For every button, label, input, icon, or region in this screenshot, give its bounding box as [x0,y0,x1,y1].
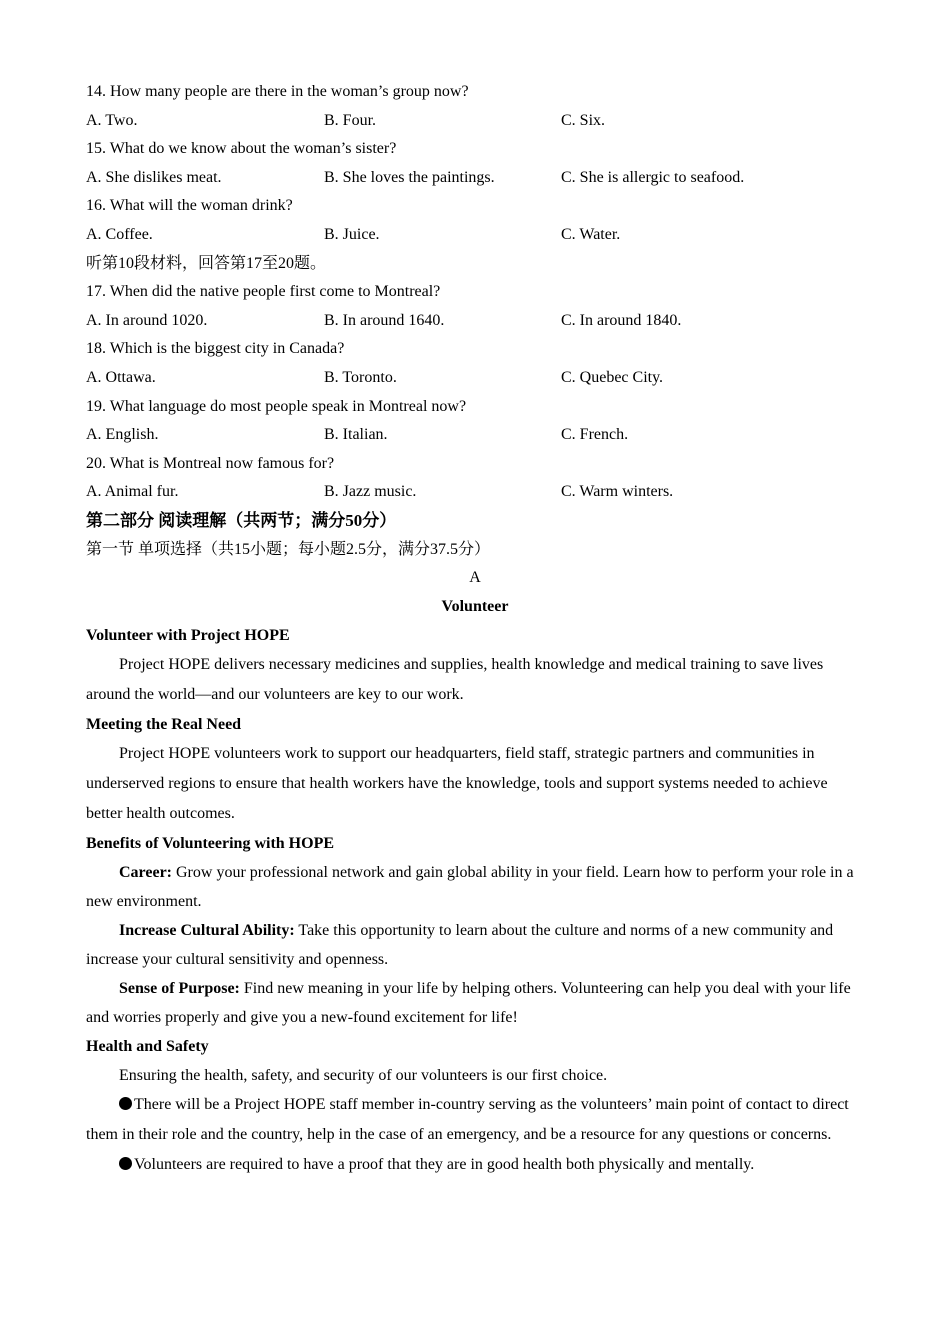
benefit-label: Increase Cultural Ability: [119,922,295,940]
option-a: A. In around 1020. [86,311,208,329]
passage-paragraph: Project HOPE delivers necessary medicines and supplies, health knowledge and medical training to save lives around the world—and our volunteers are key to our work. [86,656,824,704]
option-b: B. Jazz music. [324,483,417,501]
passage-heading: Health and Safety [86,1038,209,1056]
option-a: A. Animal fur. [86,483,179,501]
option-c: C. French. [561,426,629,444]
question-stem: 18. Which is the biggest city in Canada? [86,340,345,358]
option-c: C. Warm winters. [561,483,674,501]
question-options [86,221,864,250]
option-c: C. She is allergic to seafood. [561,168,745,186]
section-one-title: 第一节 单项选择（共15小题；每小题2.5分，满分37.5分） [86,540,491,558]
option-c: C. Water. [561,225,621,243]
question-options [86,364,864,393]
question-stem: 14. How many people are there in the woman’s group now? [86,83,469,100]
question-options [86,307,864,336]
benefit-text: Take this opportunity to learn about the culture and norms of a new community and increase your cultural sensitivity and openness. [86,922,834,969]
benefit-purpose [86,974,864,1032]
passage-letter: A [469,569,481,587]
question-stem: 15. What do we know about the woman’s sister? [86,140,397,158]
question-stem: 16. What will the woman drink? [86,197,293,215]
question-stem: 20. What is Montreal now famous for? [86,454,335,472]
benefit-career [86,858,864,916]
option-a: A. Two. [86,111,138,129]
listening-instruction: 听第10段材料，回答第17至20题。 [86,254,327,272]
option-c: C. Six. [561,111,606,129]
passage-paragraph: Project HOPE volunteers work to support our headquarters, field staff, strategic partners and communities in underserved regions to ensure that health workers have the knowledge, tools and support systems needed to achieve better health outcomes. [86,745,828,823]
passage-title: Volunteer [441,597,509,615]
bullet-item [86,1150,864,1179]
passage-heading: Volunteer with Project HOPE [86,627,290,645]
option-b: B. In around 1640. [324,311,445,329]
bullet-icon [119,1097,132,1110]
bullet-icon [119,1157,132,1170]
option-a: A. She dislikes meat. [86,168,222,186]
benefit-text: Grow your professional network and gain global ability in your field. Learn how to perform your role in a new environment. [86,864,854,911]
bullet-item [86,1090,864,1150]
benefit-label: Sense of Purpose: [119,980,240,998]
option-a: A. Coffee. [86,225,153,243]
option-c: C. In around 1840. [561,311,682,329]
question-options [86,107,864,136]
benefit-label: Career: [119,864,172,882]
bullet-text: Volunteers are required to have a proof that they are in good health both physically and mentally. [134,1156,755,1174]
option-b: B. Four. [324,111,377,129]
part-two-title: 第二部分 阅读理解（共两节；满分50分） [86,510,397,530]
question-stem: 17. When did the native people first come to Montreal? [86,283,441,301]
question-options [86,478,864,507]
question-stem: 19. What language do most people speak in Montreal now? [86,397,467,415]
option-b: B. Italian. [324,426,388,444]
option-a: A. English. [86,426,159,444]
passage-heading: Benefits of Volunteering with HOPE [86,835,335,853]
benefit-culture [86,916,864,974]
option-b: B. She loves the paintings. [324,168,495,186]
benefit-text: Find new meaning in your life by helping others. Volunteering can help you deal with your life and worries properly and give you a new-found excitement for life! [86,980,851,1027]
option-b: B. Toronto. [324,368,397,386]
option-a: A. Ottawa. [86,368,156,386]
passage-paragraph: Ensuring the health, safety, and security of our volunteers is our first choice. [119,1067,608,1085]
option-c: C. Quebec City. [561,368,664,386]
bullet-text: There will be a Project HOPE staff member in-country serving as the volunteers’ main point of contact to direct them in their role and the country, help in the case of an emergency, and be a resource for any questions or concerns. [86,1096,849,1144]
passage-heading: Meeting the Real Need [86,716,242,734]
question-options [86,164,864,193]
option-b: B. Juice. [324,225,380,243]
question-options [86,421,864,450]
